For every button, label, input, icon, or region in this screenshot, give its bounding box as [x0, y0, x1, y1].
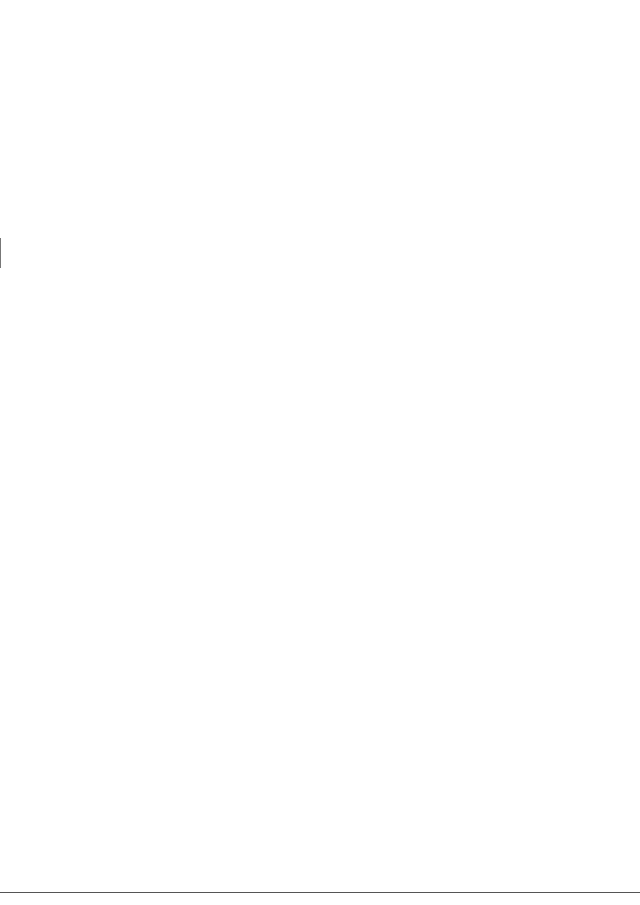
- page-bottom-rule: [0, 892, 640, 893]
- document-body: [84, 96, 583, 136]
- scan-margin-mark: [0, 238, 1, 268]
